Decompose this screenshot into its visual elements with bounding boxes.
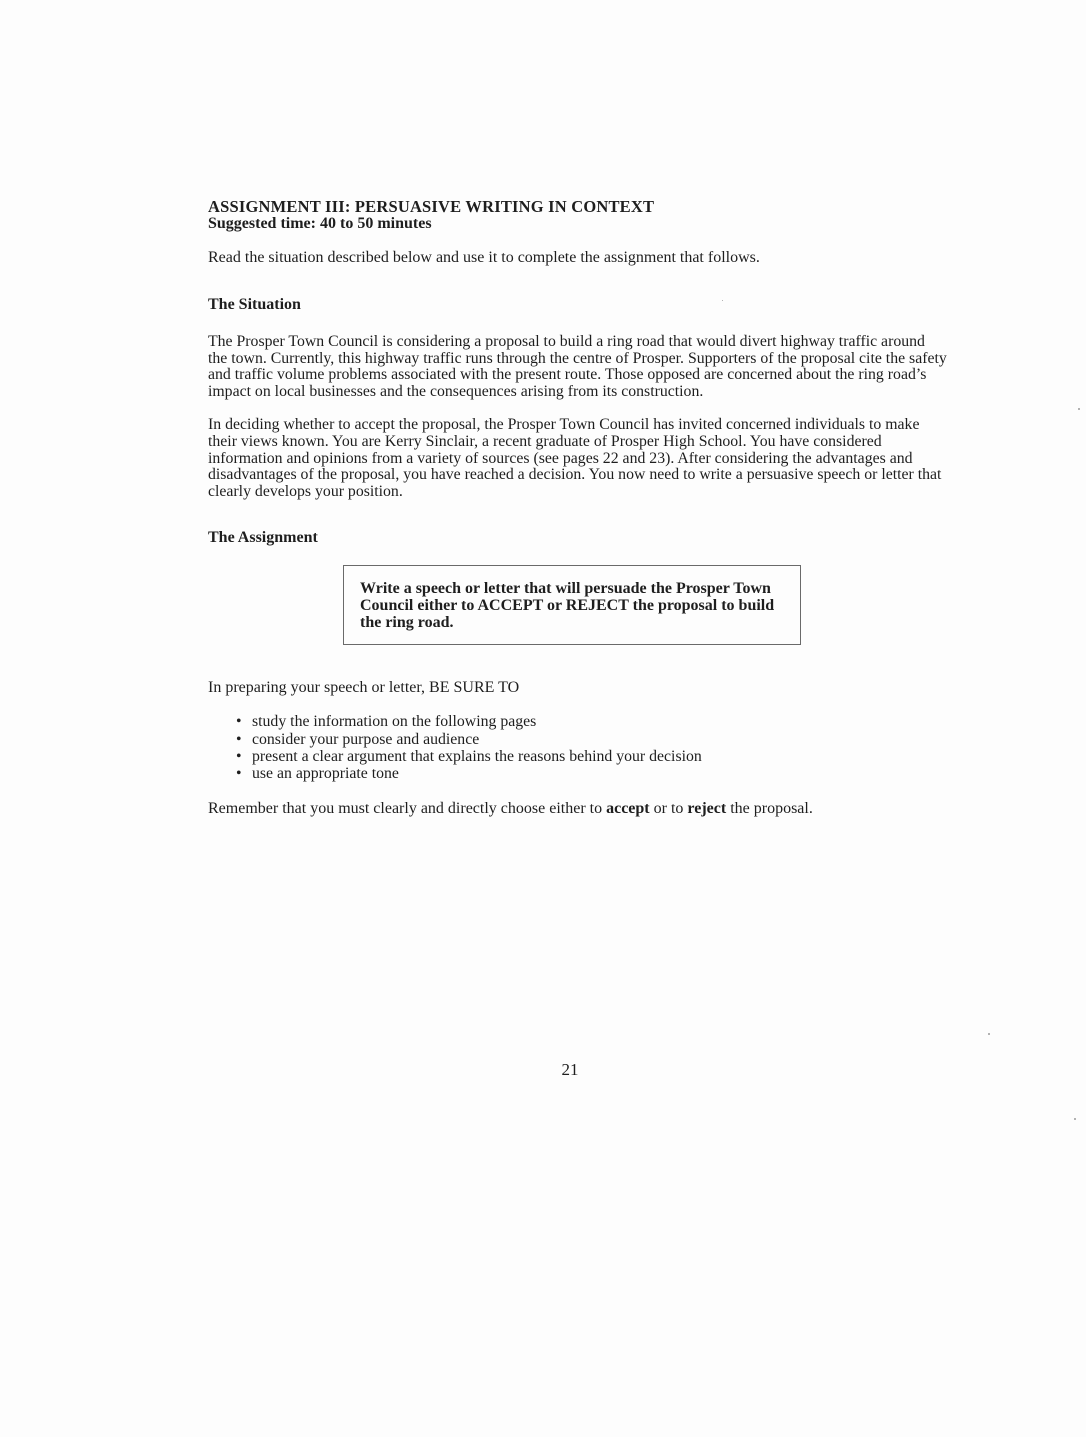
page-number: 21 [561, 1060, 579, 1079]
list-item [236, 748, 948, 765]
accept-emphasis: accept [606, 800, 650, 818]
list-item-text: consider your purpose and audience [252, 730, 480, 748]
bullet-icon: • [236, 713, 242, 731]
list-item [236, 765, 948, 782]
assignment-title: ASSIGNMENT III: PERSUASIVE WRITING IN CONTEXT [208, 197, 655, 216]
list-item [236, 713, 948, 730]
preparation-checklist [208, 713, 948, 782]
bullet-icon: • [236, 747, 242, 765]
scan-speck [1078, 408, 1080, 410]
assignment-task-box [343, 565, 801, 645]
assignment-task-text: Write a speech or letter that will persuade the Prosper Town Council either to ACCEPT or REJECT the proposal to build the ring road. [360, 580, 775, 632]
situation-paragraph-2: In deciding whether to accept the proposal, the Prosper Town Council has invited concerned individuals to make their views known. You are Kerry Sinclair, a recent graduate of Prosper High School. You have considered information and opinions from a variety of sources (see pages 22 and 23). After considering the advantages and disadvantages of the proposal, you have reached a decision. You now need to write a persuasive speech or letter that clearly develops your position. [208, 416, 942, 500]
situation-paragraph-1: The Prosper Town Council is considering a proposal to build a ring road that would divert highway traffic around the town. Currently, this highway traffic runs through the centre of Prosper. Supporters of the proposal cite the safety and traffic volume problems associated with the present route. Those opposed are concerned about the ring road’s impact on local businesses and the consequences arising from its construction. [208, 333, 947, 400]
bullet-icon: • [236, 764, 242, 782]
scan-speck [988, 1033, 990, 1035]
page-content [208, 198, 948, 817]
list-item [236, 731, 948, 748]
bullet-icon: • [236, 730, 242, 748]
list-item-text: study the information on the following pages [252, 713, 537, 731]
scan-speck [1074, 1118, 1076, 1120]
preparation-lead: In preparing your speech or letter, BE SURE TO [208, 679, 520, 697]
reject-emphasis: reject [687, 800, 727, 818]
scan-speck [722, 300, 723, 301]
remember-text-middle: or to [649, 800, 688, 818]
remember-text-end: the proposal. [726, 800, 813, 818]
list-item-text: use an appropriate tone [252, 764, 399, 782]
assignment-heading: The Assignment [208, 529, 318, 547]
situation-heading: The Situation [208, 296, 301, 313]
remember-note [208, 800, 948, 817]
remember-text-start: Remember that you must clearly and directly choose either to [208, 800, 607, 818]
list-item-text: present a clear argument that explains the reasons behind your decision [252, 747, 702, 765]
intro-instruction: Read the situation described below and use it to complete the assignment that follows. [208, 249, 760, 266]
suggested-time: Suggested time: 40 to 50 minutes [208, 215, 432, 232]
